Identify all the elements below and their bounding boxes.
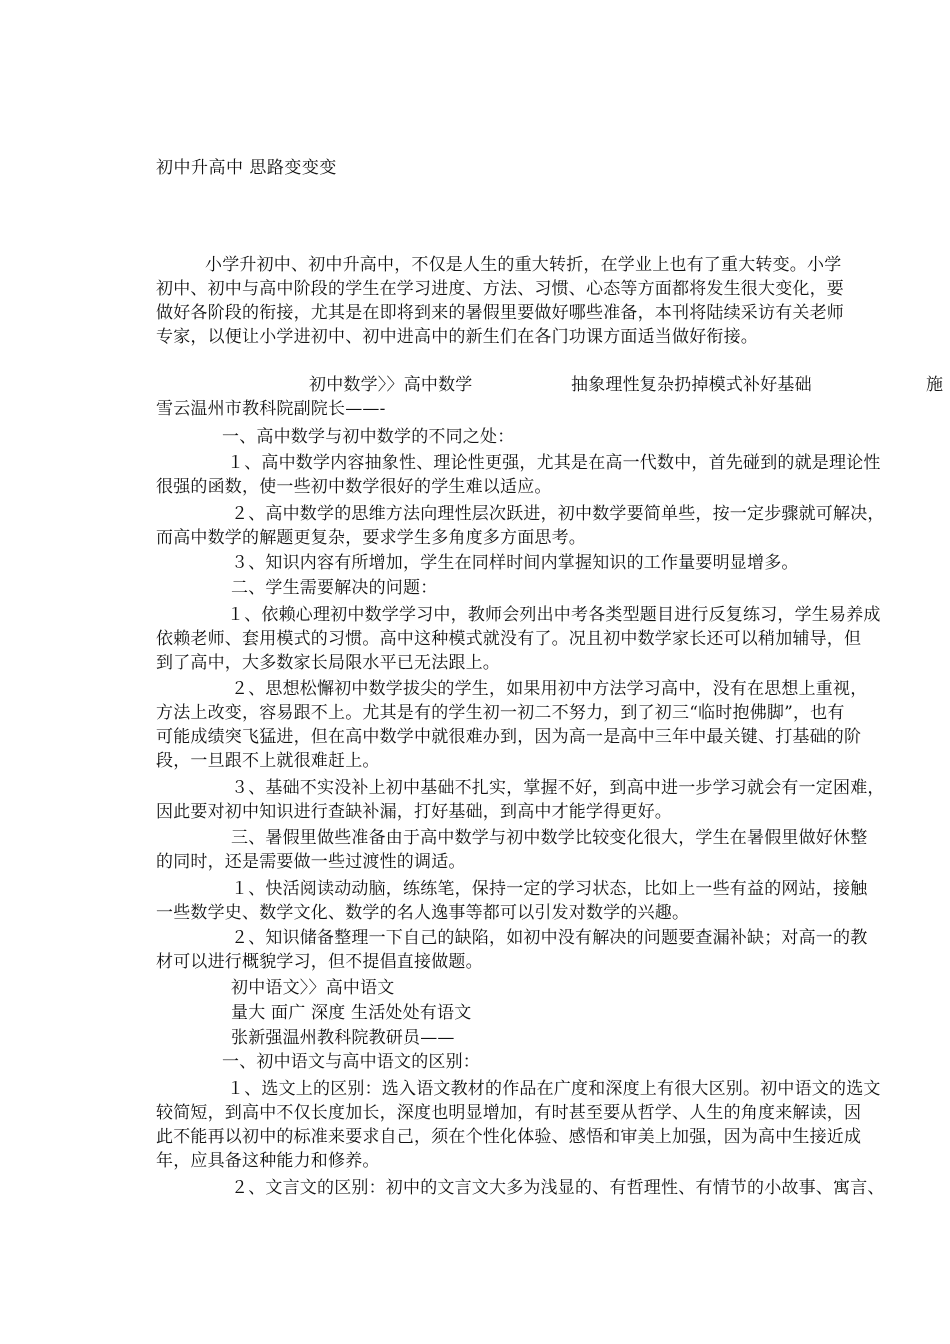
paragraph-line: ３、基础不实没补上初中基础不扎实，掌握不好，到高中进一步学习就会有一定困难， [231,778,885,798]
paragraph-line: ３、知识内容有所增加，学生在同样时间内掌握知识的工作量要明显增多。 [231,553,799,573]
document-title: 初中升高中 思路变变变 [156,158,337,178]
paragraph-line: 因此要对初中知识进行查缺补漏，打好基础，到高中才能学得更好。 [156,802,672,822]
paragraph-line: 材可以进行概貌学习，但不提倡直接做题。 [156,952,483,972]
paragraph-line: １、依赖心理初中数学学习中，教师会列出中考各类型题目进行反复练习，学生易养成 [227,605,881,625]
paragraph-line: １、选文上的区别：选入语文教材的作品在广度和深度上有很大区别。初中语文的选文 [227,1079,881,1099]
paragraph-line: 段，一旦跟不上就很难赶上。 [156,751,380,771]
paragraph-line: １、高中数学内容抽象性、理论性更强，尤其是在高一代数中，首先碰到的就是理论性 [227,453,881,473]
intro-line: 小学升初中、初中升高中，不仅是人生的重大转折，在学业上也有了重大转变。小学 [205,255,842,275]
paragraph-line: 方法上改变，容易跟不上。尤其是有的学生初一初二不努力，到了初三“临时抱佛脚”，也有 [156,703,845,723]
section-heading: 一、初中语文与高中语文的区别： [222,1052,480,1072]
paragraph-line: 依赖老师、套用模式的习惯。高中这种模式就没有了。况且初中数学家长还可以稍加辅导，但 [156,629,862,649]
section-heading: 三、暑假里做些准备由于高中数学与初中数学比较变化很大，学生在暑假里做好休整 [231,828,868,848]
chinese-headline: 量大 面广 深度 生活处处有语文 [231,1003,472,1023]
chinese-author-line: 张新强温州教科院教研员—— [231,1028,455,1048]
paragraph-line: ２、思想松懈初中数学拔尖的学生，如果用初中方法学习高中，没有在思想上重视， [231,679,868,699]
math-subject-heading: 初中数学〉〉高中数学 [309,375,473,395]
intro-line: 初中、初中与高中阶段的学生在学习进度、方法、习惯、心态等方面都将发生很大变化，要 [156,279,844,299]
paragraph-line: 较简短，到高中不仅长度加长，深度也明显增加，有时甚至要从哲学、人生的角度来解读，因 [156,1103,862,1123]
paragraph-line: 此不能再以初中的标准来要求自己，须在个性化体验、感悟和审美上加强，因为高中生接近成 [156,1127,862,1147]
paragraph-line: 到了高中，大多数家长局限水平已无法跟上。 [156,653,500,673]
section-heading: 一、高中数学与初中数学的不同之处： [222,427,515,447]
chinese-subject-heading: 初中语文〉〉高中语文 [231,978,395,998]
math-author-line: 雪云温州市教科院副院长——- [156,399,386,419]
paragraph-line: 可能成绩突飞猛进，但在高中数学中就很难办到，因为高一是高中三年中最关键、打基础的阶 [156,727,862,747]
intro-line: 做好各阶段的衔接，尤其是在即将到来的暑假里要做好哪些准备，本刊将陆续采访有关老师 [156,303,844,323]
section-heading: 二、学生需要解决的问题： [231,578,438,598]
paragraph-line: 一些数学史、数学文化、数学的名人逸事等都可以引发对数学的兴趣。 [156,903,690,923]
paragraph-line: 年，应具备这种能力和修养。 [156,1151,380,1171]
paragraph-line: ２、高中数学的思维方法向理性层次跃进，初中数学要简单些，按一定步骤就可解决， [231,504,885,524]
math-author-start: 施 [926,375,944,395]
paragraph-line: １、快活阅读动动脑，练练笔，保持一定的学习状态，比如上一些有益的网站，接触 [231,879,868,899]
paragraph-line: 的同时，还是需要做一些过渡性的调适。 [156,852,466,872]
math-headline: 抽象理性复杂扔掉模式补好基础 [571,375,812,395]
paragraph-line: 而高中数学的解题更复杂，要求学生多角度多方面思考。 [156,528,586,548]
paragraph-line: 很强的函数，使一些初中数学很好的学生难以适应。 [156,477,552,497]
paragraph-line: ２、知识储备整理一下自己的缺陷，如初中没有解决的问题要查漏补缺；对高一的教 [231,928,868,948]
paragraph-line: ２、文言文的区别：初中的文言文大多为浅显的、有哲理性、有情节的小故事、寓言、 [231,1178,885,1198]
intro-line: 专家，以便让小学进初中、初中进高中的新生们在各门功课方面适当做好衔接。 [156,327,758,347]
